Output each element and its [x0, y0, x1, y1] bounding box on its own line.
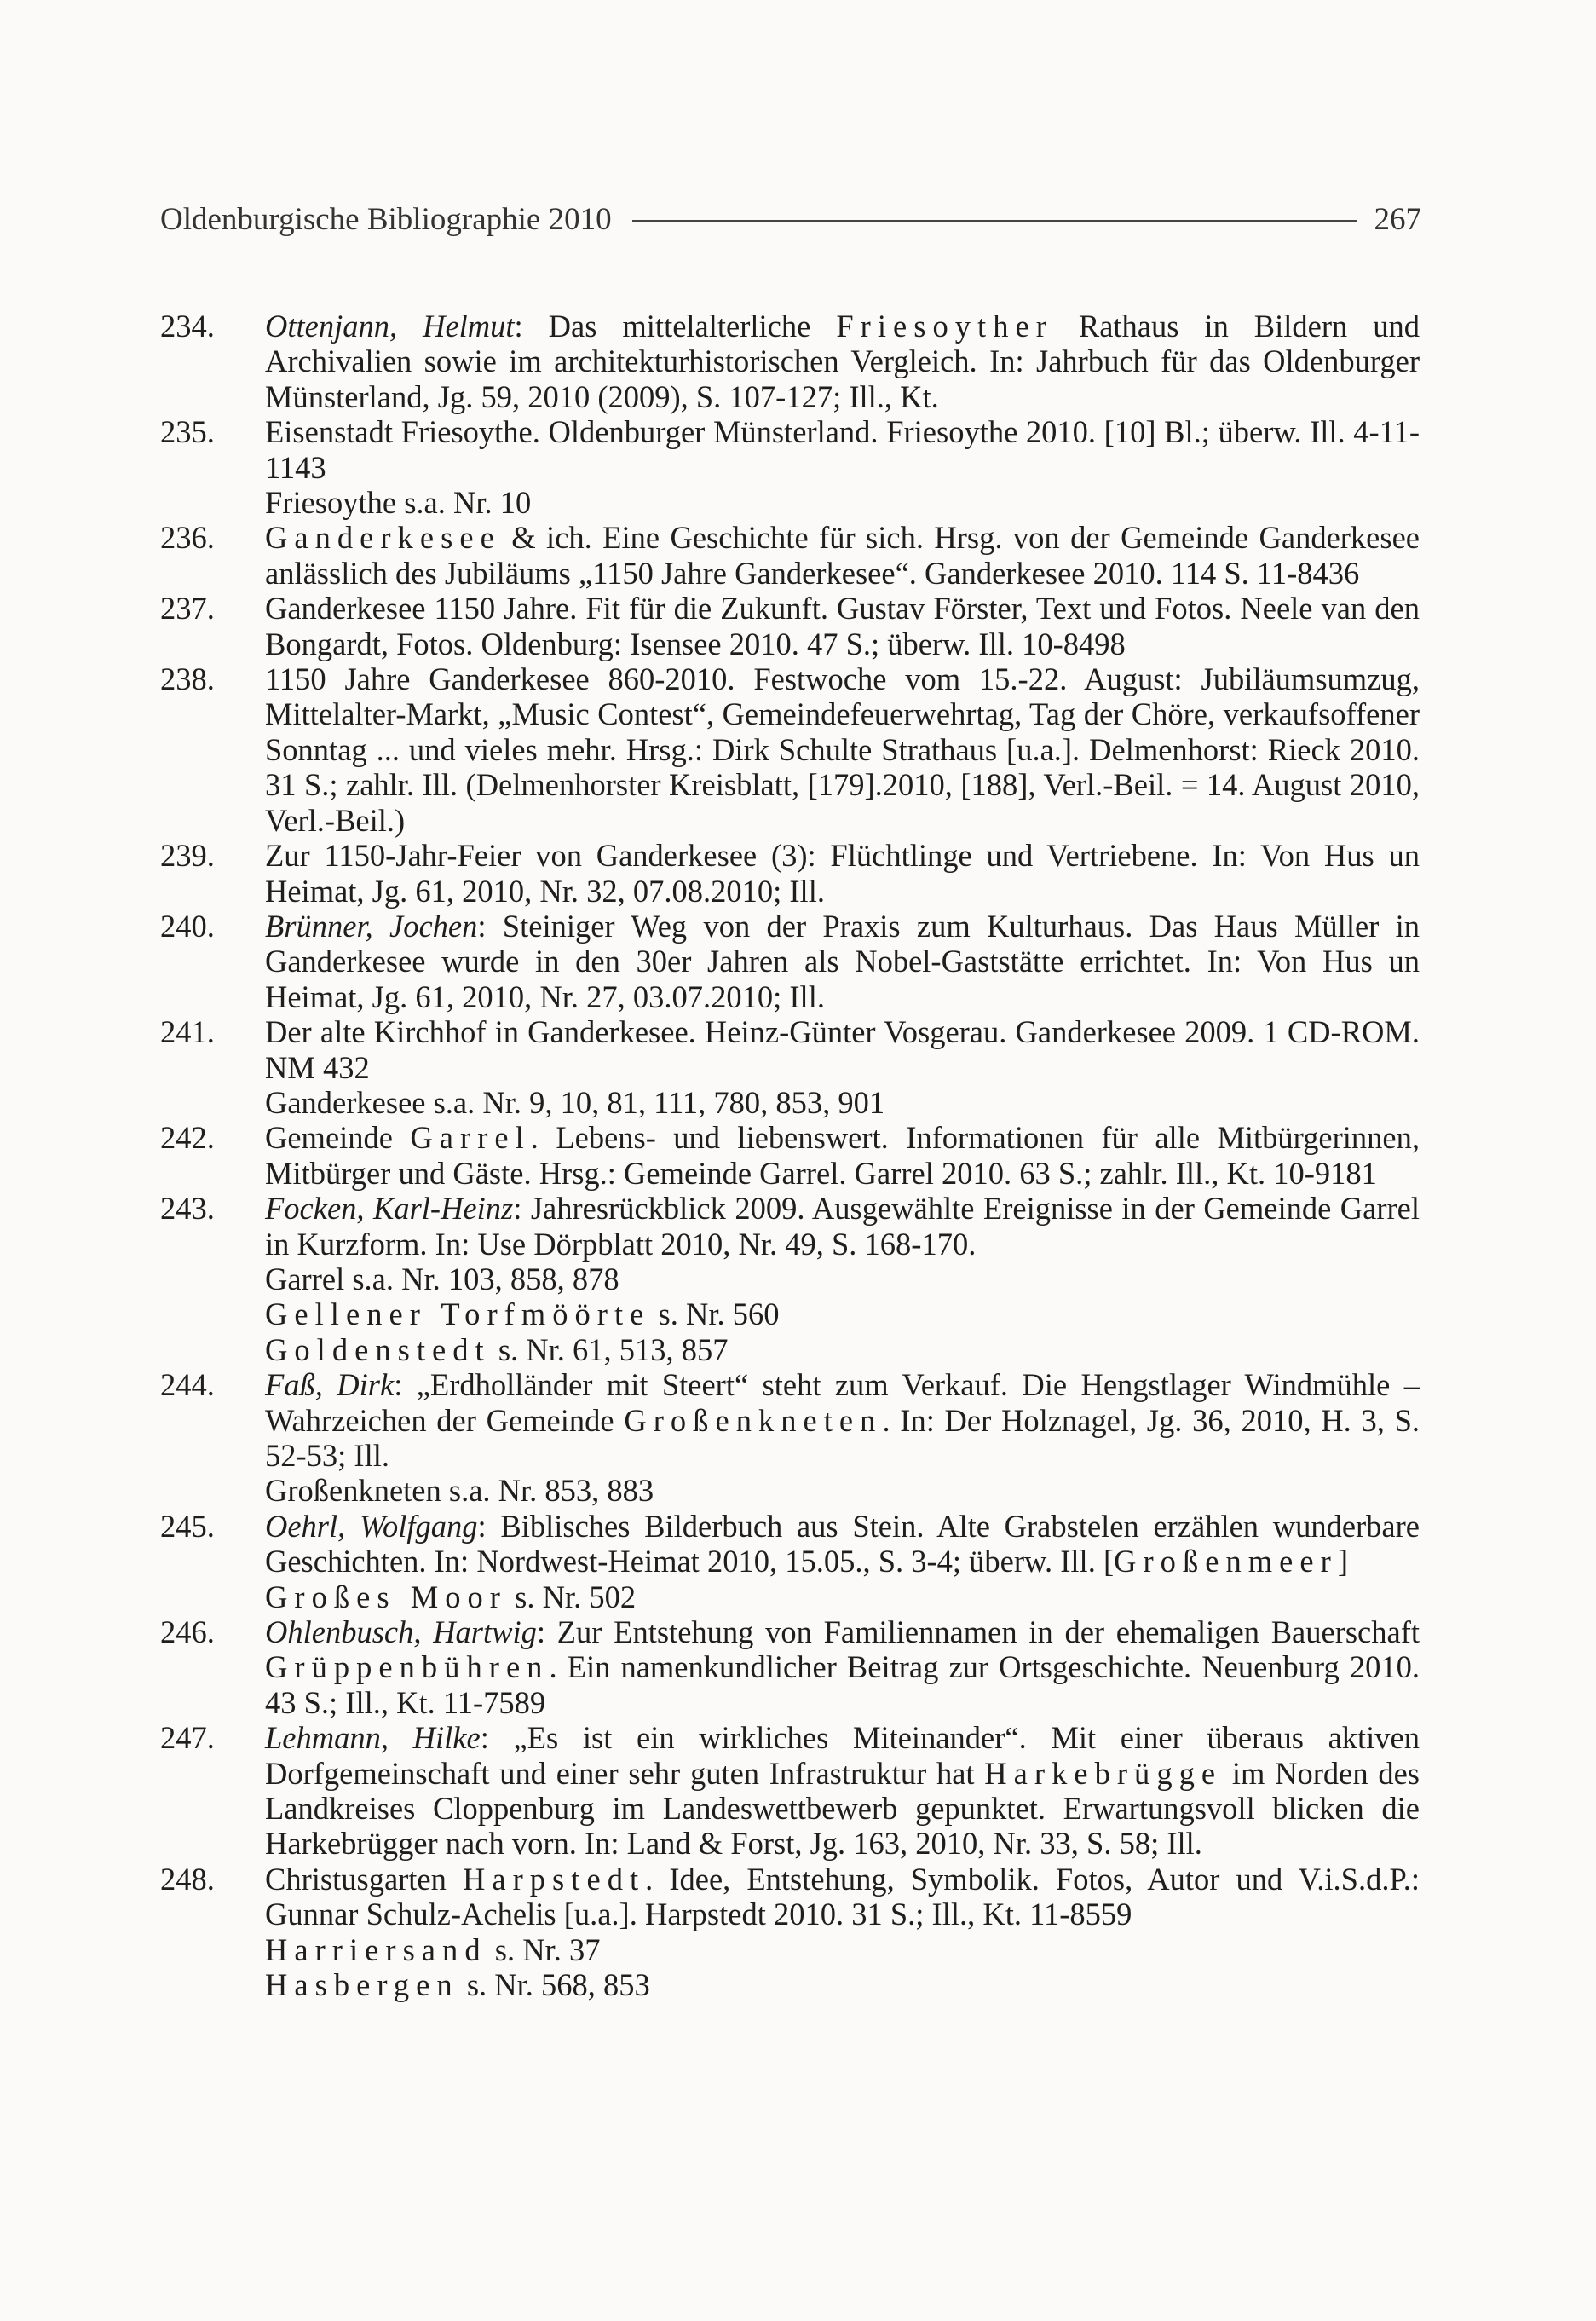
entry-number: 248.	[160, 1861, 215, 1897]
entry-text: Gemeinde Garrel. Lebens- und liebenswert. Informationen für alle Mitbürgerinnen, Mitbürger und Gäste. Hrsg.: Gemeinde Garrel. Garrel 2010. 63 S.; zahlr. Ill., Kt. 10-9181	[265, 1120, 1420, 1191]
cross-reference: Großes Moor s. Nr. 502	[265, 1579, 637, 1614]
place-name: Friesoyther	[836, 309, 1053, 344]
entry-number: 235.	[160, 414, 215, 450]
cross-reference: Gellener Torfmöörte s. Nr. 560	[265, 1296, 780, 1332]
entry-text: Eisenstadt Friesoythe. Oldenburger Münsterland. Friesoythe 2010. [10] Bl.; überw. Ill. 4-11-1143	[265, 414, 1420, 485]
entry-240	[160, 909, 1420, 1014]
entry-number: 238.	[160, 661, 215, 697]
entry-243	[160, 1191, 1420, 1262]
entry-247	[160, 1720, 1420, 1862]
entry-248	[160, 1862, 1420, 1932]
entry-241	[160, 1014, 1420, 1085]
cross-reference: Großenkneten s.a. Nr. 853, 883	[265, 1473, 654, 1509]
entry-text: Der alte Kirchhof in Ganderkesee. Heinz-Günter Vosgerau. Ganderkesee 2009. 1 CD-ROM. NM 432	[265, 1014, 1420, 1085]
entry-author: Faß, Dirk	[265, 1367, 395, 1403]
entry-text: 1150 Jahre Ganderkesee 860-2010. Festwoche vom 15.-22. August: Jubiläumsumzug, Mittelalter-Markt, „Music Contest“, Gemeindefeuerwehrtag, Tag der Chöre, verkaufsoffener Sonntag ... und vieles mehr. Hrsg.: Dirk Schulte Strathaus [u.a.]. Delmenhorst: Rieck 2010. 31 S.; zahlr. Ill. (Delmenhorster Kreisblatt, [179].2010, [188], Verl.-Beil. = 14. August 2010, Verl.-Beil.)	[265, 661, 1420, 838]
entry-text: Christusgarten Harpstedt. Idee, Entstehung, Symbolik. Fotos, Autor und V.i.S.d.P.: Gunnar Schulz-Achelis [u.a.]. Harpstedt 2010. 31 S.; Ill., Kt. 11-8559	[265, 1861, 1420, 1932]
cross-reference: Ganderkesee s.a. Nr. 9, 10, 81, 111, 780, 853, 901	[265, 1084, 885, 1120]
entry-237	[160, 591, 1420, 661]
cross-reference: Garrel s.a. Nr. 103, 858, 878	[265, 1261, 619, 1296]
entry-text: Ottenjann, Helmut: Das mittelalterliche Friesoyther Rathaus in Bildern und Archivalien sowie im architekturhistorischen Vergleich. In: Jahrbuch für das Oldenburger Münsterland, Jg. 59, 2010 (2009), S. 107-127; Ill., Kt.	[265, 309, 1420, 414]
cross-reference: Harriersand s. Nr. 37	[265, 1931, 601, 1967]
entry-235	[160, 414, 1420, 485]
entry-number: 237.	[160, 591, 215, 626]
place-name: Goldenstedt	[265, 1331, 491, 1367]
running-header	[160, 198, 1421, 240]
place-name: Garrel	[410, 1120, 531, 1156]
entry-number: 243.	[160, 1191, 215, 1227]
entry-text: Focken, Karl-Heinz: Jahresrückblick 2009. Ausgewählte Ereignisse in der Gemeinde Garrel in Kurzform. In: Use Dörpblatt 2010, Nr. 49, S. 168-170.	[265, 1191, 1420, 1262]
entry-number: 239.	[160, 838, 215, 874]
entry-238	[160, 661, 1420, 838]
place-name: Großes Moor	[265, 1579, 507, 1614]
bibliography-list	[160, 309, 1420, 2003]
page-number: 267	[1374, 201, 1421, 237]
header-title: Oldenburgische Bibliographie 2010	[160, 201, 612, 237]
entry-245	[160, 1509, 1420, 1579]
entry-text: Ohlenbusch, Hartwig: Zur Entstehung von Familiennamen in der ehemaligen Bauerschaft Grüppenbühren. Ein namenkundlicher Beitrag zur Ortsgeschichte. Neuenburg 2010. 43 S.; Ill., Kt. 11-7589	[265, 1614, 1420, 1720]
entry-number: 236.	[160, 520, 215, 556]
entry-author: Focken, Karl-Heinz	[265, 1191, 514, 1227]
entry-text: Ganderkesee & ich. Eine Geschichte für sich. Hrsg. von der Gemeinde Ganderkesee anlässlich des Jubiläums „1150 Jahre Ganderkesee“. Ganderkesee 2010. 114 S. 11-8436	[265, 520, 1420, 591]
header-rule	[632, 220, 1357, 222]
place-name: Hasbergen	[265, 1967, 459, 2003]
entry-text: Oehrl, Wolfgang: Biblisches Bilderbuch aus Stein. Alte Grabstelen erzählen wunderbare Geschichten. In: Nordwest-Heimat 2010, 15.05., S. 3-4; überw. Ill. [Großenmeer]	[265, 1508, 1420, 1579]
place-name: Grüppenbühren	[265, 1649, 550, 1685]
entry-239	[160, 838, 1420, 909]
entry-242	[160, 1120, 1420, 1191]
entry-234	[160, 309, 1420, 414]
entry-author: Ottenjann, Helmut	[265, 309, 515, 344]
place-name: Großenkneten	[624, 1402, 883, 1438]
entry-text: Zur 1150-Jahr-Feier von Ganderkesee (3): Flüchtlinge und Vertriebene. In: Von Hus un Heimat, Jg. 61, 2010, Nr. 32, 07.08.2010; Ill.	[265, 838, 1420, 909]
entry-author: Brünner, Jochen	[265, 908, 478, 944]
place-name: Harkebrügge	[984, 1755, 1223, 1791]
entry-number: 234.	[160, 309, 215, 344]
place-name: Harriersand	[265, 1931, 487, 1967]
place-name: Harpstedt	[462, 1861, 646, 1897]
entry-author: Lehmann, Hilke	[265, 1720, 481, 1756]
place-name: Ganderkesee	[265, 520, 501, 556]
entry-author: Ohlenbusch, Hartwig	[265, 1614, 537, 1650]
cross-reference: Hasbergen s. Nr. 568, 853	[265, 1967, 650, 2003]
entry-number: 240.	[160, 908, 215, 944]
entry-text: Ganderkesee 1150 Jahre. Fit für die Zukunft. Gustav Förster, Text und Fotos. Neele van den Bongardt, Fotos. Oldenburg: Isensee 2010. 47 S.; überw. Ill. 10-8498	[265, 591, 1420, 661]
entry-text: Lehmann, Hilke: „Es ist ein wirkliches Miteinander“. Mit einer überaus aktiven Dorfgemeinschaft und einer sehr guten Infrastruktur hat Harkebrügge im Norden des Landkreises Cloppenburg im Landeswettbewerb gepunktet. Erwartungsvoll blicken die Harkebrügger nach vorn. In: Land & Forst, Jg. 163, 2010, Nr. 33, S. 58; Ill.	[265, 1720, 1420, 1862]
entry-number: 244.	[160, 1367, 215, 1403]
entry-number: 246.	[160, 1614, 215, 1650]
place-name: Großenmeer	[1114, 1544, 1338, 1579]
entry-number: 245.	[160, 1508, 215, 1544]
entry-236	[160, 520, 1420, 591]
cross-reference: Goldenstedt s. Nr. 61, 513, 857	[265, 1331, 729, 1367]
place-name: Gellener Torfmöörte	[265, 1296, 651, 1332]
entry-text: Faß, Dirk: „Erdholländer mit Steert“ steht zum Verkauf. Die Hengstlager Windmühle – Wahrzeichen der Gemeinde Großenkneten. In: Der Holznagel, Jg. 36, 2010, H. 3, S. 52-53; Ill.	[265, 1367, 1420, 1473]
entry-number: 247.	[160, 1720, 215, 1756]
entry-246	[160, 1614, 1420, 1720]
entry-244	[160, 1367, 1420, 1473]
entry-number: 242.	[160, 1120, 215, 1156]
entry-number: 241.	[160, 1014, 215, 1050]
entry-text: Brünner, Jochen: Steiniger Weg von der Praxis zum Kulturhaus. Das Haus Müller in Ganderkesee wurde in den 30er Jahren als Nobel-Gaststätte errichtet. In: Von Hus un Heimat, Jg. 61, 2010, Nr. 27, 03.07.2010; Ill.	[265, 908, 1420, 1014]
cross-reference: Friesoythe s.a. Nr. 10	[265, 485, 532, 521]
entry-author: Oehrl, Wolfgang	[265, 1508, 478, 1544]
